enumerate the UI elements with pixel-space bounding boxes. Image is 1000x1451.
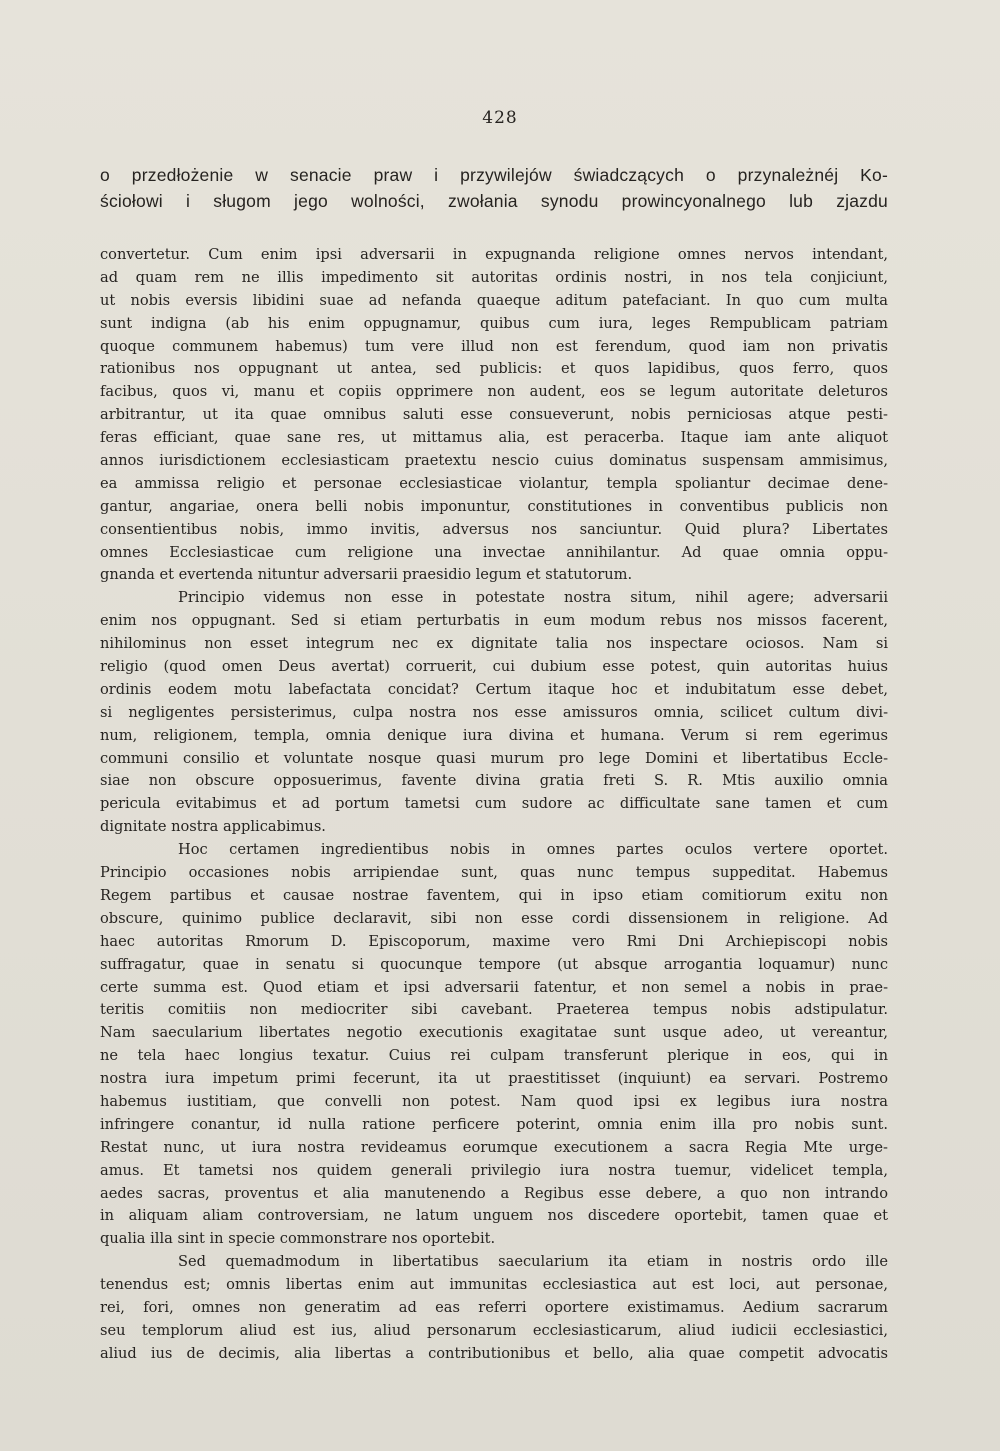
text-line: ne tela haec longius texatur. Cuius rei culpam transferunt plerique in eos, qui in [100,1047,888,1065]
body-text [100,244,888,1366]
text-line: consentientibus nobis, immo invitis, adversus nos sanciuntur. Quid plura? Libertates [100,520,888,538]
text-line: siae non obscure opposuerimus, favente divina gratia freti S. R. Mtis auxilio omnia [100,772,888,790]
text-line: num, religionem, templa, omnia denique iura divina et humana. Verum si rem egerimus [100,726,888,744]
text-line: nihilominus non esset integrum nec ex dignitate talia nos inspectare ociosos. Nam si [100,635,888,653]
paragraph-start-line: Sed quemadmodum in libertatibus saecularium ita etiam in nostris ordo ille [178,1253,888,1271]
text-line: tenendus est; omnis libertas enim aut immunitas ecclesiastica aut est loci, aut personae, [100,1276,888,1294]
text-line: omnes Ecclesiasticae cum religione una invectae annihilantur. Ad quae omnia oppu- [100,543,888,561]
text-line: suffragatur, quae in senatu si quocunque tempore (ut absque arrogantia loquamur) nunc [100,955,888,973]
text-line: nostra iura impetum primi fecerunt, ita ut praestitisset (inquiunt) ea servari. Postremo [100,1070,888,1088]
paragraph-end-line: qualia illa sint in specie commonstrare nos oportebit. [100,1230,496,1248]
text-line: enim nos oppugnant. Sed si etiam perturbatis in eum modum rebus nos missos facerent, [100,612,888,630]
heading-text [100,162,888,214]
text-line: aliud ius de decimis, alia libertas a contributionibus et bello, alia quae competit advocatis [100,1344,888,1362]
heading-line: ściołowi i sługom jego wolności, zwołania synodu prowincyonalnego lub zjazdu [100,191,888,211]
heading-line: o przedłożenie w senacie praw i przywilejów świadczących o przynależnéj Ko- [100,165,888,185]
text-line: Nam saecularium libertates negotio executionis exagitatae sunt usque adeo, ut vereantur, [100,1024,888,1042]
text-line: haec autoritas Rmorum D. Episcoporum, maxime vero Rmi Dni Archiepiscopi nobis [100,932,888,950]
page-number: 428 [482,108,518,128]
text-line: annos iurisdictionem ecclesiasticam praetextu nescio cuius dominatus suspensam ammisimus, [100,452,888,470]
text-line: feras efficiant, quae sane res, ut mittamus alia, est peracerba. Itaque iam ante aliquot [100,429,888,447]
text-line: seu templorum aliud est ius, aliud personarum ecclesiasticarum, aliud iudicii ecclesiastici, [100,1321,888,1339]
text-line: gantur, angariae, onera belli nobis imponuntur, constitutiones in conventibus publicis non [100,497,888,515]
text-line: sunt indigna (ab his enim oppugnamur, quibus cum iura, leges Rempublicam patriam [100,314,888,332]
paragraph-end-line: dignitate nostra applicabimus. [100,818,326,836]
text-line: quoque communem habemus) tum vere illud non est ferendum, quod iam non privatis [100,337,888,355]
text-line: amus. Et tametsi nos quidem generali privilegio iura nostra tuemur, videlicet templa, [100,1161,888,1179]
text-line: si negligentes persisterimus, culpa nostra nos esse amissuros omnia, scilicet cultum divi- [100,703,888,721]
text-line: ad quam rem ne illis impedimento sit autoritas ordinis nostri, in nos tela conjiciunt, [100,268,888,286]
paragraph-end-line: gnanda et evertenda nituntur adversarii praesidio legum et statutorum. [100,566,633,584]
text-line: Restat nunc, ut iura nostra revideamus eorumque executionem a sacra Regia Mte urge- [100,1138,888,1156]
text-line: habemus iustitiam, que convelli non potest. Nam quod ipsi ex legibus iura nostra [100,1092,888,1110]
paragraph-start-line: Principio videmus non esse in potestate nostra situm, nihil agere; adversarii [178,589,888,607]
text-line: Principio occasiones nobis arripiendae sunt, quas nunc tempus suppeditat. Habemus [100,864,888,882]
text-line: Regem partibus et causae nostrae faventem, qui in ipso etiam comitiorum exitu non [100,886,888,904]
text-line: ea ammissa religio et personae ecclesiasticae violantur, templa spoliantur decimae dene- [100,474,888,492]
text-line: in aliquam aliam controversiam, ne latum unguem nos discedere oportebit, tamen quae et [100,1207,888,1225]
text-line: aedes sacras, proventus et alia manutenendo a Regibus esse debere, a quo non intrando [100,1184,888,1202]
text-line: obscure, quinimo publice declaravit, sibi non esse cordi dissensionem in religione. Ad [100,909,888,927]
paragraph-start-line: Hoc certamen ingredientibus nobis in omnes partes oculos vertere oportet. [178,841,888,859]
text-line: ordinis eodem motu labefactata concidat? Certum itaque hoc et indubitatum esse debet, [100,680,888,698]
text-line: pericula evitabimus et ad portum tametsi cum sudore ac difficultate sane tamen et cum [100,795,888,813]
text-line: certe summa est. Quod etiam et ipsi adversarii fatentur, et non semel a nobis in prae- [100,978,888,996]
text-line: facibus, quos vi, manu et copiis opprimere non audent, eos se legum autoritate deleturos [100,383,888,401]
text-line: communi consilio et voluntate nosque quasi murum pro lege Domini et libertatibus Eccle- [100,749,888,767]
text-line: infringere conantur, id nulla ratione perficere poterint, omnia enim illa pro nobis sunt. [100,1115,888,1133]
text-line: arbitrantur, ut ita quae omnibus saluti esse consueverunt, nobis perniciosas atque pesti- [100,406,888,424]
text-line: religio (quod omen Deus avertat) corruerit, cui dubium esse potest, quin autoritas huius [100,658,888,676]
text-line: rationibus nos oppugnant ut antea, sed publicis: et quos lapidibus, quos ferro, quos [100,360,888,378]
text-line: teritis comitiis non mediocriter sibi cavebant. Praeterea tempus nobis adstipulatur. [100,1001,888,1019]
text-line: convertetur. Cum enim ipsi adversarii in expugnanda religione omnes nervos intendant, [100,246,888,263]
text-line: rei, fori, omnes non generatim ad eas referri oportere existimamus. Aedium sacrarum [100,1298,888,1316]
text-line: ut nobis eversis libidini suae ad nefanda quaeque aditum patefaciant. In quo cum multa [100,291,888,309]
